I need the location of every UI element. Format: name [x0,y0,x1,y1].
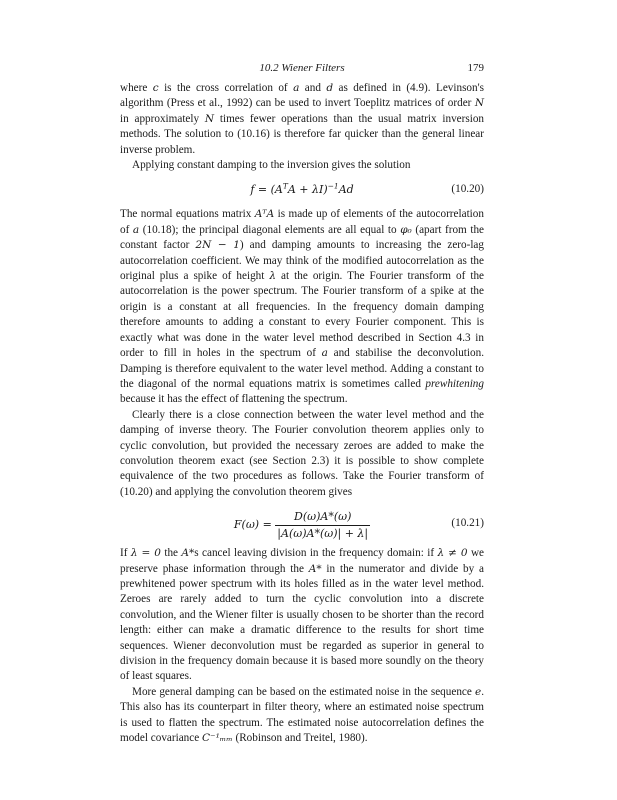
equation-body: F(ω) = $\frac{D(\omega)A*(\omega)}{|A(\omega)A*(\omega)| + \lambda|}$ [233,510,369,540]
symbol-a: a [293,82,300,94]
symbol-phi0: φ₀ [400,223,412,236]
paragraph-1: where c is the cross correlation of a and d as defined in (4.9). Levinson's algorithm (Press et al., 1992) can be used to invert Toeplitz matrices of order N in approximately N times fewer operations than the usual matrix inversion methods. The solution to (10.16) is therefore far quicker than the general linear inverse problem. [120,82,485,156]
symbol-Cmm: C⁻¹ₘₘ [202,732,233,745]
symbol-lambda: λ [269,270,277,283]
symbol-e: e [474,685,482,698]
symbol-lambda-ne-0: λ ≠ 0 [437,547,468,560]
body-text [120,81,484,746]
symbol-lambda-eq-0: λ = 0 [130,547,161,560]
symbol-2N-1: 2N − 1 [195,239,240,252]
equation-10-20 [120,176,484,204]
page-number: 179 [467,62,484,74]
equation-10-21 [120,503,484,543]
paragraph-5: If λ = 0 the A*s cancel leaving division in the frequency domain: if λ ≠ 0 we preserve phase information through the A* in the numerator and divide by a prewhitened power spectrum with its holes filled as in the water level method. Zeroes are rarely added to turn the cyclic convolution into a discrete convolution, and the Wiener filter is usually chosen to be shorter than the record length: either can make a dramatic difference to the results for short time sequences. Wiener deconvolution must be regarded as superior in general to division in the frequency domain because it is based more soundly on the theory of least squares. [120,547,485,683]
emphasis-prewhitening: prewhitening [425,377,484,390]
symbol-a: a [132,223,140,236]
paragraph-2: Applying constant damping to the inversion gives the solution [132,159,411,172]
equation-number: (10.21) [451,517,484,530]
running-header [120,62,484,78]
paragraph-6: More general damping can be based on the estimated noise in the sequence e. This also has its counterpart in filter theory, where an estimated noise spectrum is used to flatten the spectrum. The estimated noise autocorrelation defines the model covariance C⁻¹ₘₘ (Robinson and Treitel, 1980). [120,685,484,745]
symbol-N: N [474,97,484,110]
symbol-N: N [204,112,215,125]
symbol-d: d [326,82,334,94]
paragraph-4: Clearly there is a close connection between the water level method and the damping of inverse theory. The Fourier convolution theorem applies only to cyclic convolution, but provided the necessary zeroes are added to make the convolution theorem exact (see Section 2.3) it is possible to show complete equivalence of the two procedures as follows. Take the Fourier transform of (10.20) and applying the convolution theorem gives [120,408,484,498]
equation-number: (10.20) [451,183,484,196]
section-title: 10.2 Wiener Filters [259,62,345,74]
symbol-a: a [321,347,328,360]
equation-body: $f = (A^TA + \lambda I)^{-1}Ad$ [250,181,354,197]
symbol-Astar: A* [308,562,322,575]
symbol-ATA: AᵀA [254,208,275,221]
symbol-c: c [152,82,159,94]
paragraph-3: The normal equations matrix AᵀA is made up of elements of the autocorrelation of a (10.18); the principal diagonal elements are all equal to φ₀ (apart from the constant factor 2N − 1) and damping amounts to increasing the zero-lag autocorrelation coefficient. We may think of the modified autocorrelation as the original plus a spike of height λ at the origin. The Fourier transform of the autocorrelation is the power spectrum. The Fourier transform of a spike at the origin is a constant at all frequencies. In the frequency domain damping therefore amounts to adding a constant to every Fourier component. This is exactly what was done in the water level method described in Section 4.3 in order to fill in holes in the spectrum of a and stabilise the deconvolution. Damping is therefore equivalent to the water level method. Adding a constant to the diagonal of the normal equations matrix is sometimes called prewhitening because it has the effect of flattening the spectrum. [120,208,485,406]
symbol-Astar: A* [181,547,195,560]
